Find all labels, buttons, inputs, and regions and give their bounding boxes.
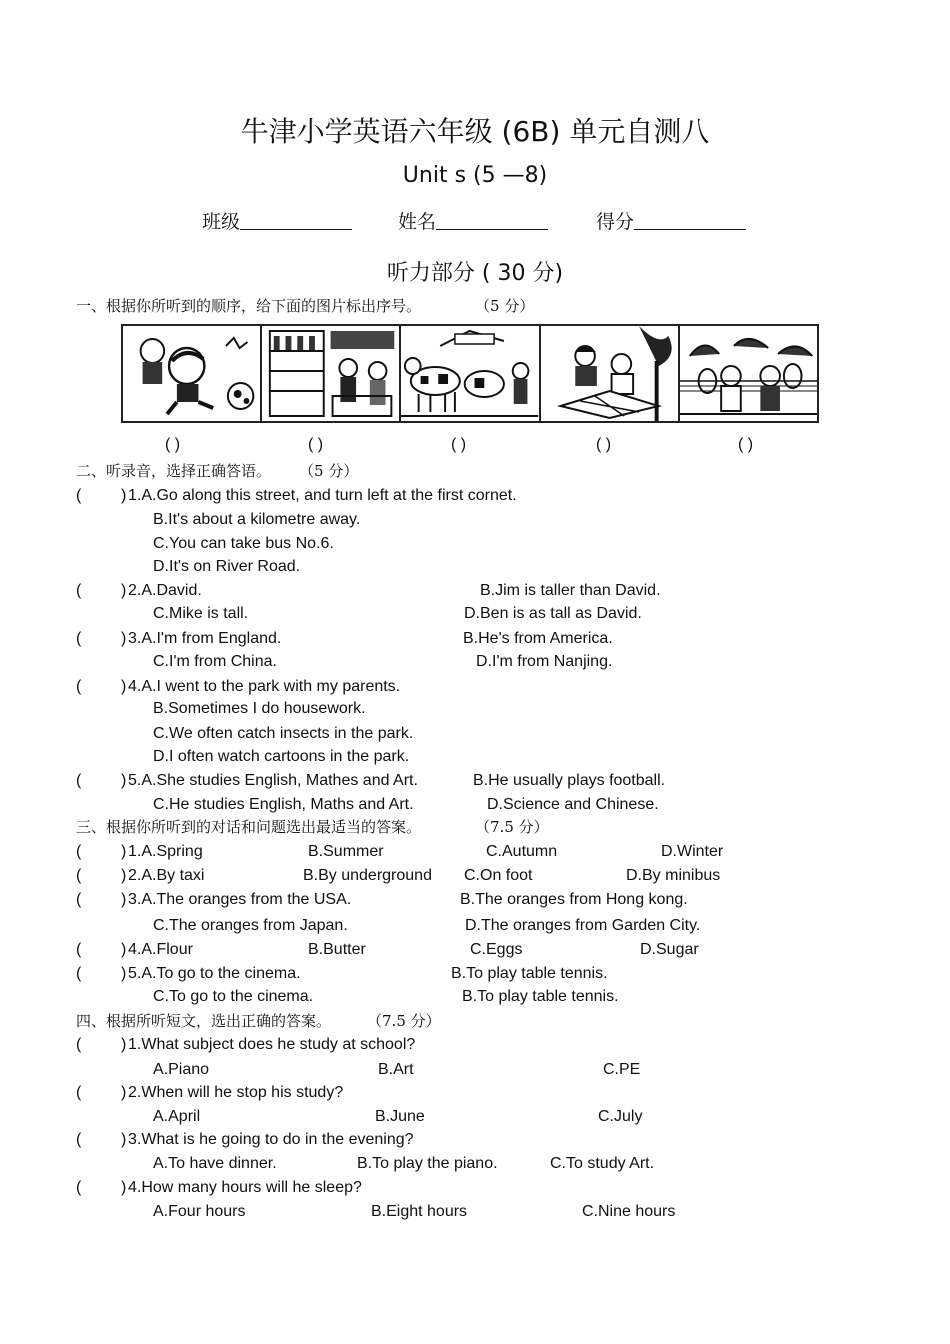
section4-title: 四、根据所听短文，选出正确的答案。 （7.5 分） [76,1012,441,1030]
paren-close: ) [121,1084,127,1101]
s2-q3-a: 3.A.I'm from England. [128,630,282,647]
answer-paren[interactable]: ( [76,582,82,599]
s4-q1-question: 1.What subject does he study at school? [128,1036,416,1053]
unit-subtitle: Unit s (5 —8) [402,163,548,188]
s2-q5-b: B.He usually plays football. [473,772,666,789]
answer-paren[interactable]: ( [76,843,82,860]
class-field [202,207,352,234]
page-title: 牛津小学英语六年级 (6B) 单元自测八 [240,115,710,148]
s2-q3-d: D.I'm from Nanjing. [476,653,613,670]
s4-q4-c: C.Nine hours [582,1203,676,1220]
answer-paren[interactable]: ( [76,630,82,647]
class-blank[interactable] [240,209,352,230]
section2-title: 二、听录音，选择正确答语。 （5 分） [76,462,359,480]
picture-blank-3[interactable]: ( ) [451,436,467,453]
s2-q2-d: D.Ben is as tall as David. [464,605,642,622]
paren-close: ) [121,867,127,884]
answer-paren[interactable]: ( [76,1131,82,1148]
s2-q5-a: 5.A.She studies English, Mathes and Art. [128,772,418,789]
s4-q3-c: C.To study Art. [550,1155,655,1172]
section3-title: 三、根据你所听到的对话和问题选出最适当的答案。 （7.5 分） [76,818,549,836]
paren-close: ) [121,891,127,908]
answer-paren[interactable]: ( [76,941,82,958]
s4-q2-b: B.June [375,1108,425,1125]
s4-q4-question: 4.How many hours will he sleep? [128,1179,362,1196]
paren-close: ) [121,843,127,860]
s3-q3-a: 3.A.The oranges from the USA. [128,891,352,908]
s4-q3-question: 3.What is he going to do in the evening? [128,1131,414,1148]
shop-icon [262,326,401,421]
answer-paren[interactable]: ( [76,678,82,695]
s3-q1-b: B.Summer [308,843,384,860]
answer-paren[interactable]: ( [76,1036,82,1053]
s4-q4-a: A.Four hours [153,1203,246,1220]
farm-cows-icon [401,326,540,421]
s2-q4-d: D.I often watch cartoons in the park. [153,748,410,765]
score-label: 得分 [596,211,635,233]
s2-q1-a: 1.A.Go along this street, and turn left at the first cornet. [128,487,517,504]
name-label: 姓名 [398,211,437,233]
s2-q1-b: B.It's about a kilometre away. [153,511,361,528]
s3-q4-b: B.Butter [308,941,366,958]
s3-q3-b: B.The oranges from Hong kong. [460,891,688,908]
s3-q5-d: B.To play table tennis. [462,988,619,1005]
picture-blank-5[interactable]: ( ) [738,436,754,453]
s4-q4-b: B.Eight hours [371,1203,468,1220]
paren-close: ) [121,1179,127,1196]
paren-close: ) [121,582,127,599]
score-field [596,207,746,234]
listening-title: 听力部分 ( 30 分) [386,261,564,286]
picture-blank-1[interactable]: ( ) [165,436,181,453]
paren-close: ) [121,941,127,958]
s2-q5-c: C.He studies English, Maths and Art. [153,796,414,813]
answer-paren[interactable]: ( [76,965,82,982]
name-field [398,207,548,234]
s2-q3-b: B.He's from America. [463,630,613,647]
score-blank[interactable] [634,209,746,230]
answer-paren[interactable]: ( [76,1179,82,1196]
paren-close: ) [121,1036,127,1053]
s3-q1-d: D.Winter [661,843,724,860]
tennis-icon [680,326,817,421]
s3-q2-b: B.By underground [303,867,432,884]
s3-q5-c: C.To go to the cinema. [153,988,314,1005]
paren-close: ) [121,487,127,504]
s4-q1-a: A.Piano [153,1061,210,1078]
s3-q1-a: 1.A.Spring [128,843,203,860]
s2-q4-a: 4.A.I went to the park with my parents. [128,678,401,695]
s4-q3-a: A.To have dinner. [153,1155,277,1172]
answer-paren[interactable]: ( [76,891,82,908]
s4-q1-c: C.PE [603,1061,641,1078]
s3-q1-c: C.Autumn [486,843,558,860]
s3-q5-b: B.To play table tennis. [451,965,608,982]
picture-blank-2[interactable]: ( ) [308,436,324,453]
s4-q1-b: B.Art [378,1061,414,1078]
s3-q2-a: 2.A.By taxi [128,867,205,884]
s3-q2-d: D.By minibus [626,867,721,884]
s3-q5-a: 5.A.To go to the cinema. [128,965,301,982]
answer-paren[interactable]: ( [76,487,82,504]
paren-close: ) [121,1131,127,1148]
s2-q5-d: D.Science and Chinese. [487,796,659,813]
paren-close: ) [121,965,127,982]
paren-close: ) [121,678,127,695]
s2-q1-d: D.It's on River Road. [153,558,301,575]
answer-paren[interactable]: ( [76,1084,82,1101]
s2-q4-b: B.Sometimes I do housework. [153,700,366,717]
s4-q2-question: 2.When will he stop his study? [128,1084,344,1101]
paren-close: ) [121,772,127,789]
boy-football-icon [123,326,262,421]
s4-q3-b: B.To play the piano. [357,1155,498,1172]
s3-q2-c: C.On foot [464,867,533,884]
s3-q3-c: C.The oranges from Japan. [153,917,348,934]
s3-q4-c: C.Eggs [470,941,523,958]
section1-title: 一、根据你所听到的顺序，给下面的图片标出序号。 （5 分） [76,297,535,315]
s3-q4-a: 4.A.Flour [128,941,193,958]
s2-q2-a: 2.A.David. [128,582,202,599]
picnic-icon [541,326,680,421]
picture-strip [121,324,819,423]
s3-q4-d: D.Sugar [640,941,699,958]
answer-paren[interactable]: ( [76,772,82,789]
paren-close: ) [121,630,127,647]
s2-q4-c: C.We often catch insects in the park. [153,725,414,742]
s4-q2-a: A.April [153,1108,201,1125]
s2-q3-c: C.I'm from China. [153,653,277,670]
picture-blank-4[interactable]: ( ) [596,436,612,453]
s2-q1-c: C.You can take bus No.6. [153,535,334,552]
s3-q3-d: D.The oranges from Garden City. [465,917,701,934]
s2-q2-c: C.Mike is tall. [153,605,249,622]
s4-q2-c: C.July [598,1108,643,1125]
s2-q2-b: B.Jim is taller than David. [480,582,661,599]
class-label: 班级 [202,211,241,233]
name-blank[interactable] [436,209,548,230]
answer-paren[interactable]: ( [76,867,82,884]
